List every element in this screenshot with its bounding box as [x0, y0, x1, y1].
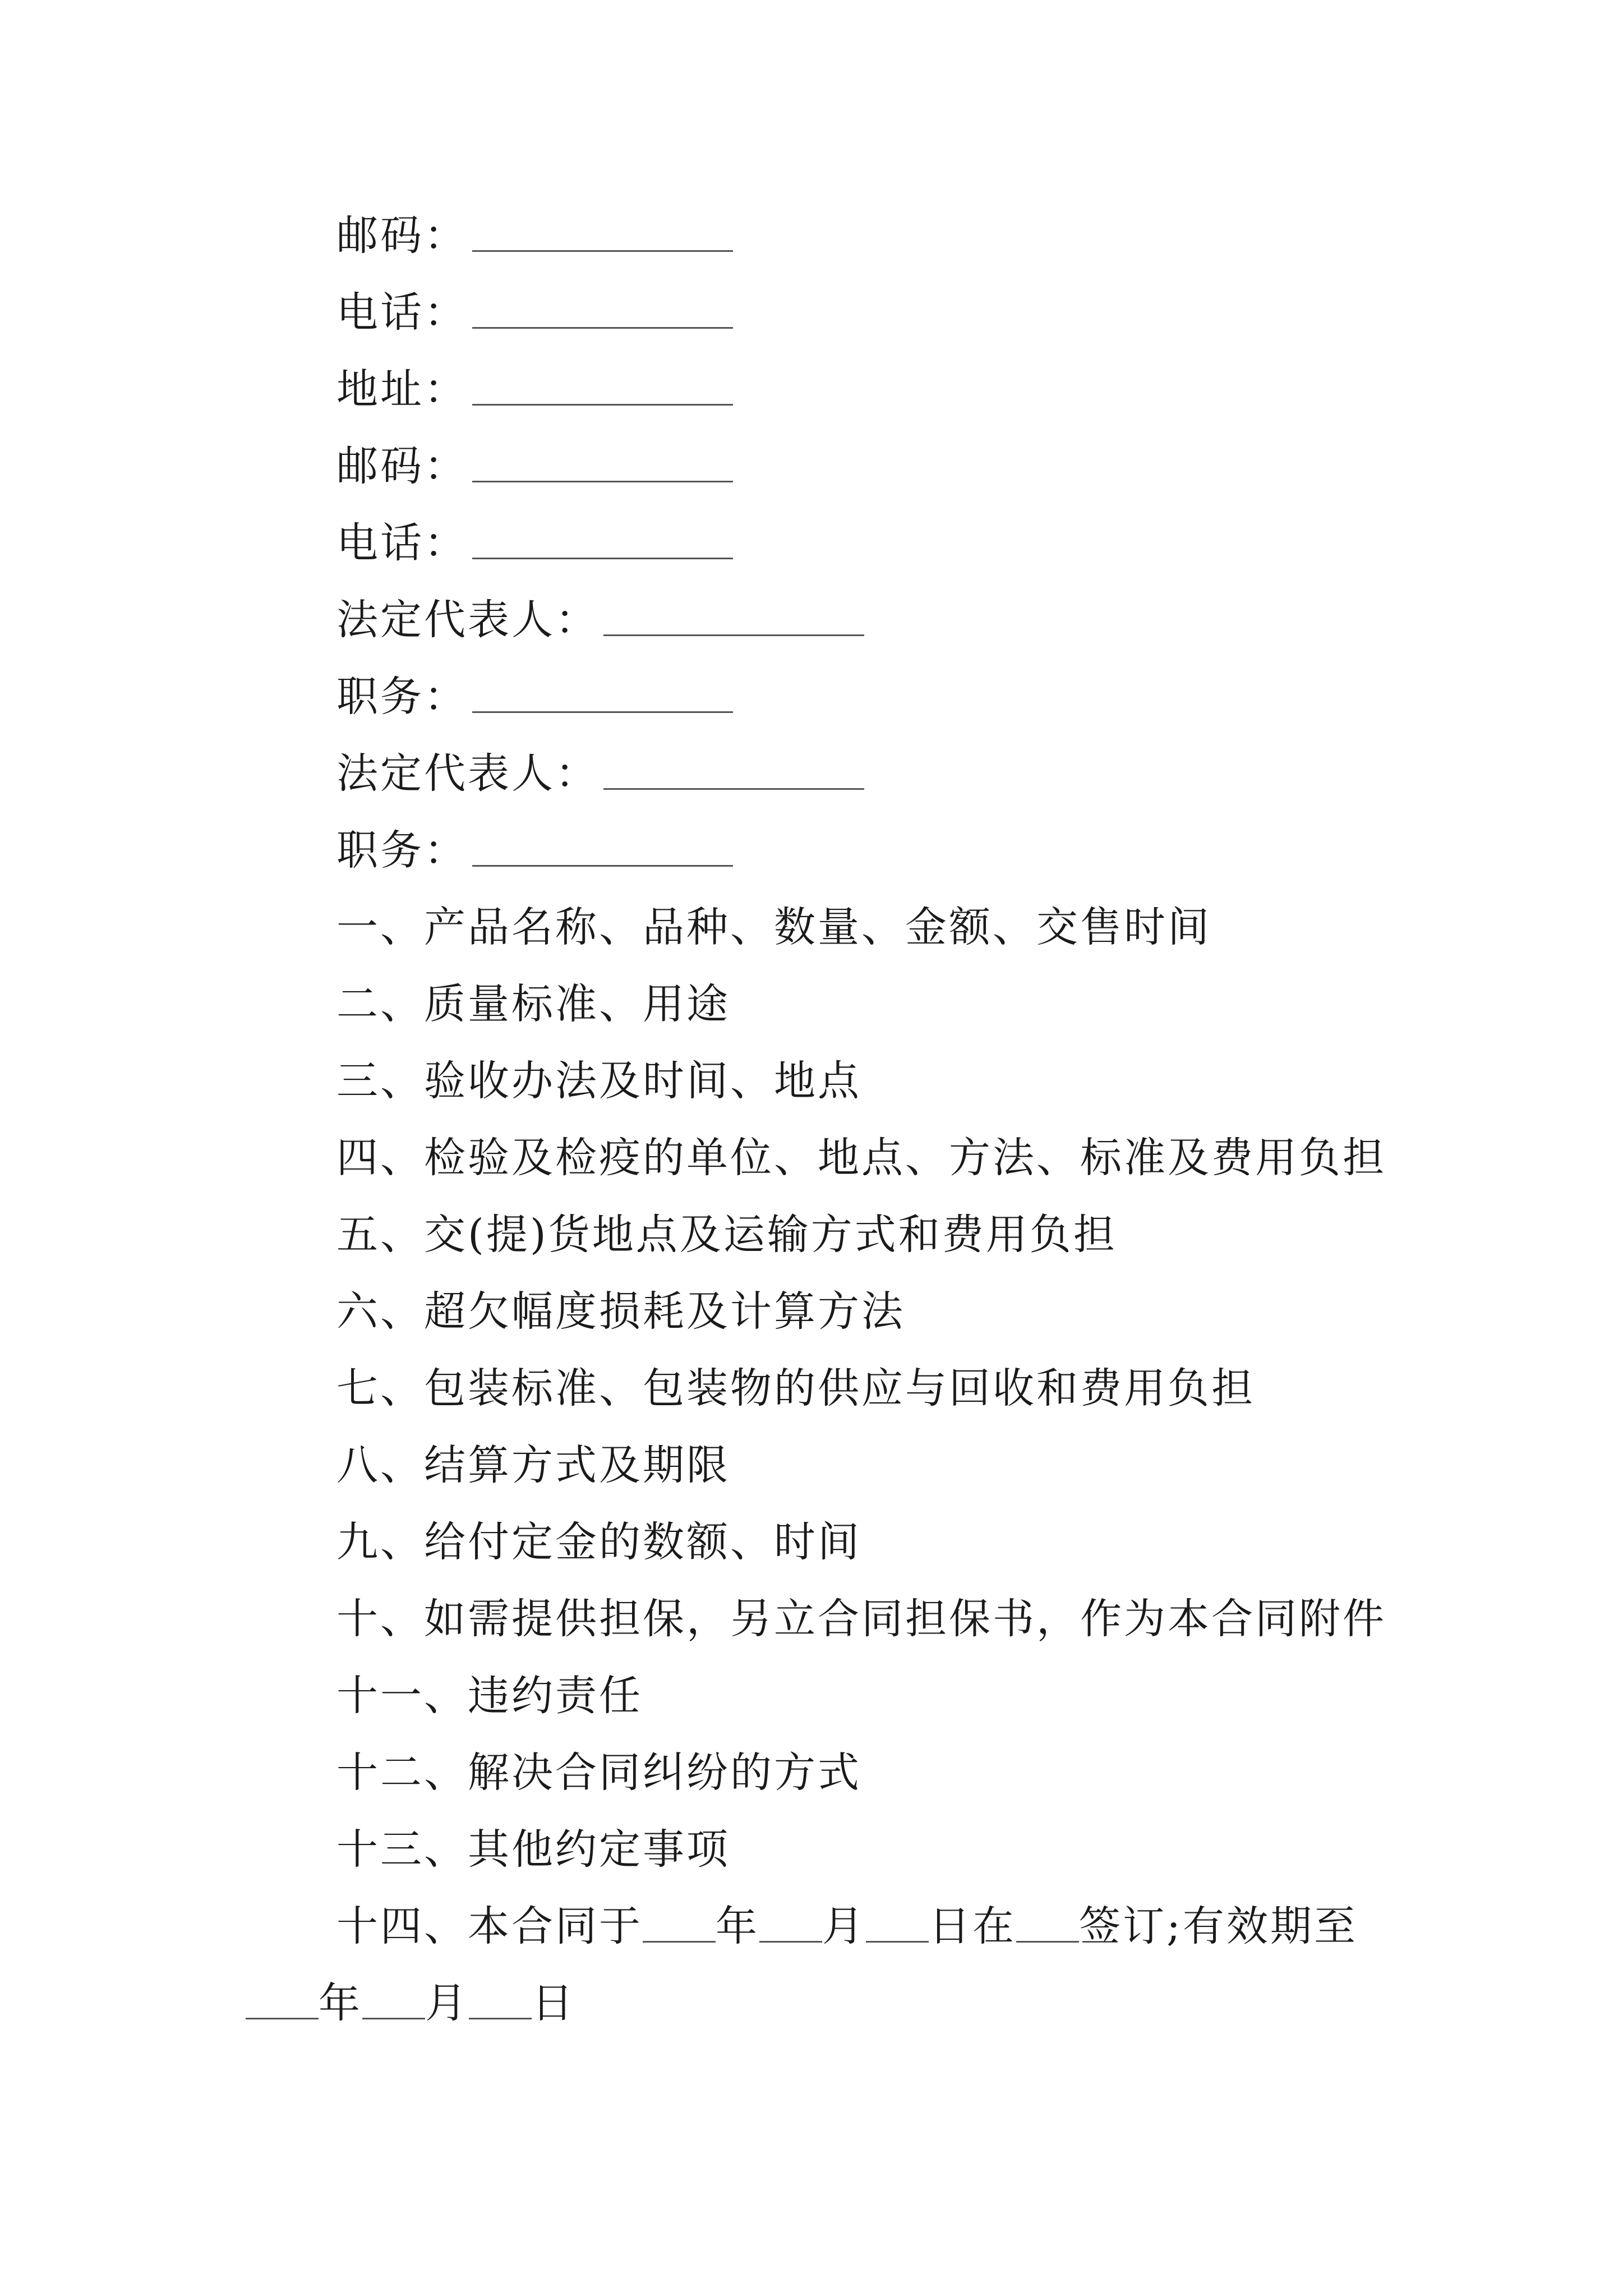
fill-blank — [472, 438, 733, 482]
clause-13: 十三、其他约定事项 — [336, 1825, 730, 1874]
fill-blank-day — [866, 1898, 929, 1943]
clause-14-continued — [246, 1975, 575, 2031]
field-label: 电话： — [336, 288, 468, 337]
fill-blank-year — [246, 1975, 319, 2019]
field-address — [336, 361, 733, 417]
clause-10: 十、如需提供担保，另立合同担保书，作为本合同附件 — [336, 1595, 1386, 1643]
fill-blank-month — [362, 1975, 425, 2019]
clause-3: 三、验收办法及时间、地点 — [336, 1057, 861, 1105]
clause-6: 六、超欠幅度损耗及计算方法 — [336, 1287, 905, 1336]
clause-14-signed: 签订;有效期至 — [1079, 1902, 1358, 1950]
clause-4: 四、检验及检疫的单位、地点、方法、标准及费用负担 — [336, 1134, 1386, 1182]
fill-blank — [472, 822, 733, 867]
fill-blank-month — [759, 1898, 822, 1943]
clause-14-year: 年 — [716, 1902, 759, 1950]
field-position-1 — [336, 669, 733, 725]
field-legal-rep-2 — [336, 746, 864, 802]
fill-blank — [603, 746, 864, 790]
field-phone-1 — [336, 284, 733, 341]
field-label: 法定代表人： — [336, 749, 599, 798]
fill-blank — [472, 669, 733, 713]
clause-14-day2: 日 — [532, 1979, 575, 2027]
field-zip-2 — [336, 438, 733, 494]
clause-9: 九、给付定金的数额、时间 — [336, 1518, 861, 1566]
clause-5: 五、交(提)货地点及运输方式和费用负担 — [336, 1211, 1117, 1259]
clause-14-month2: 月 — [425, 1979, 469, 2027]
field-label: 地址： — [336, 365, 468, 413]
fill-blank-place — [1016, 1898, 1079, 1943]
fill-blank — [472, 515, 733, 559]
field-label: 邮码： — [336, 442, 468, 490]
fill-blank-year — [643, 1898, 716, 1943]
field-label: 职务： — [336, 826, 468, 875]
clause-14 — [336, 1898, 1358, 1954]
fill-blank-day — [469, 1975, 532, 2019]
clause-1: 一、产品名称、品种、数量、金额、交售时间 — [336, 903, 1211, 951]
field-label: 电话： — [336, 519, 468, 567]
field-legal-rep-1 — [336, 592, 864, 648]
field-phone-2 — [336, 515, 733, 571]
clause-7: 七、包装标准、包装物的供应与回收和费用负担 — [336, 1364, 1255, 1412]
clause-8: 八、结算方式及期限 — [336, 1441, 730, 1489]
clause-11: 十一、违约责任 — [336, 1672, 643, 1720]
field-position-2 — [336, 822, 733, 878]
fill-blank — [472, 284, 733, 329]
clause-12: 十二、解决合同纠纷的方式 — [336, 1749, 861, 1797]
fill-blank — [472, 361, 733, 406]
field-label: 法定代表人： — [336, 596, 599, 644]
clause-2: 二、质量标准、用途 — [336, 980, 730, 1028]
fill-blank — [472, 208, 733, 252]
clause-14-day-at: 日在 — [929, 1902, 1016, 1950]
clause-14-prefix: 十四、本合同于 — [336, 1902, 643, 1950]
fill-blank — [603, 592, 864, 636]
clause-14-year2: 年 — [319, 1979, 362, 2027]
field-label: 邮码： — [336, 211, 468, 260]
clause-14-month: 月 — [822, 1902, 866, 1950]
field-label: 职务： — [336, 673, 468, 721]
field-zip-1 — [336, 208, 733, 264]
